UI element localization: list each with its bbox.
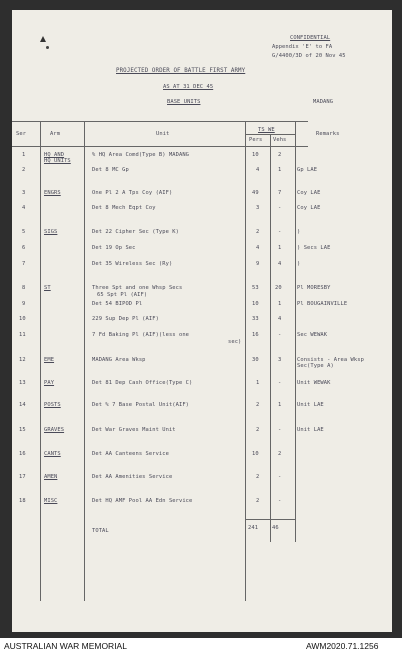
- row-ser: 1: [22, 152, 26, 158]
- row-remarks: ) Secs LAE: [297, 245, 331, 251]
- row-ser: 18: [19, 498, 26, 504]
- row-remarks: Gp LAE: [297, 167, 318, 173]
- row-vehs: -: [278, 474, 282, 480]
- row-arm: GRAVES: [44, 427, 65, 433]
- total-label: TOTAL: [92, 528, 109, 534]
- row-arm: ST: [44, 285, 51, 291]
- row-ser: 8: [22, 285, 26, 291]
- row-unit: Det 8 Mech Eqpt Coy: [92, 205, 156, 211]
- row-remarks: ): [297, 261, 301, 267]
- row-remarks: Pl MORESBY: [297, 285, 331, 291]
- row-unit-line2: 65 Spt Pl (AIF): [97, 292, 148, 298]
- row-pers: 2: [256, 402, 260, 408]
- row-arm: EME: [44, 357, 55, 363]
- row-pers: 33: [252, 316, 259, 322]
- row-remarks: Sec WEWAK: [297, 332, 328, 338]
- row-remarks: Pl BOUGAINVILLE: [297, 301, 348, 307]
- row-arm: ENGRS: [44, 190, 61, 196]
- row-pers: 3: [256, 205, 260, 211]
- row-ser: 6: [22, 245, 26, 251]
- col-unit-header: Unit: [156, 131, 170, 137]
- col-vehs-header: Vehs: [273, 137, 287, 143]
- archive-footer: [0, 638, 402, 653]
- row-unit: Det 22 Cipher Sec (Type K): [92, 229, 179, 235]
- col-tswe-header: TS WE: [258, 127, 275, 133]
- row-remarks-line2: Sec(Type A): [297, 363, 334, 369]
- row-remarks: ): [297, 229, 301, 235]
- archive-name: AUSTRALIAN WAR MEMORIAL: [4, 641, 127, 651]
- row-unit: Det 8 MC Gp: [92, 167, 129, 173]
- total-vehs: 46: [272, 525, 279, 531]
- row-ser: 10: [19, 316, 26, 322]
- row-remarks: Consists - Area Wksp: [297, 357, 364, 363]
- row-vehs: 7: [278, 190, 282, 196]
- row-arm: MISC: [44, 498, 58, 504]
- row-remarks: Unit WEWAK: [297, 380, 331, 386]
- row-ser: 12: [19, 357, 26, 363]
- as-at-date: AS AT 31 DEC 45: [163, 84, 214, 90]
- row-ser: 2: [22, 167, 26, 173]
- col-ser-header: Ser: [16, 131, 27, 137]
- row-vehs: -: [278, 498, 282, 504]
- row-unit: Det 19 Op Sec: [92, 245, 136, 251]
- punch-mark-icon: [40, 36, 46, 42]
- row-pers: 2: [256, 498, 260, 504]
- row-unit: MADANG Area Wksp: [92, 357, 146, 363]
- col-remarks-header: Remarks: [316, 131, 340, 137]
- row-pers: 2: [256, 427, 260, 433]
- row-pers: 10: [252, 152, 259, 158]
- area-label: MADANG: [313, 99, 334, 105]
- section-subtitle: BASE UNITS: [167, 99, 201, 105]
- reference-label: G/4400/3D of 20 Nov 45: [272, 53, 346, 59]
- row-vehs: 1: [278, 245, 282, 251]
- row-unit: One Pl 2 A Tps Coy (AIF): [92, 190, 173, 196]
- row-vehs: -: [278, 229, 282, 235]
- row-arm: SIGS: [44, 229, 58, 235]
- row-ser: 13: [19, 380, 26, 386]
- row-unit: Det HQ AMF Pool AA Edn Service: [92, 498, 193, 504]
- row-unit: % HQ Area Comd(Type B) MADANG: [92, 152, 190, 158]
- row-arm-line2: HQ UNITS: [44, 158, 71, 164]
- row-ser: 9: [22, 301, 26, 307]
- row-vehs: -: [278, 205, 282, 211]
- row-ser: 15: [19, 427, 26, 433]
- row-ser: 5: [22, 229, 26, 235]
- row-unit: Det AA Amenities Service: [92, 474, 173, 480]
- row-ser: 3: [22, 190, 26, 196]
- row-arm: POSTS: [44, 402, 61, 408]
- row-pers: 10: [252, 451, 259, 457]
- row-unit: Det 35 Wireless Sec (Ry): [92, 261, 173, 267]
- row-unit: Three Spt and one Whsp Secs: [92, 285, 183, 291]
- row-unit-line2: sec): [228, 339, 242, 345]
- row-vehs: 4: [278, 261, 282, 267]
- row-pers: 2: [256, 474, 260, 480]
- row-vehs: -: [278, 380, 282, 386]
- archive-accession: AWM2020.71.1256: [306, 641, 379, 651]
- row-arm: PAY: [44, 380, 55, 386]
- row-remarks: Unit LAE: [297, 427, 324, 433]
- row-vehs: 2: [278, 152, 282, 158]
- row-vehs: 3: [278, 357, 282, 363]
- row-remarks: Coy LAE: [297, 190, 321, 196]
- row-pers: 2: [256, 229, 260, 235]
- row-arm: CANTS: [44, 451, 61, 457]
- row-vehs: 4: [278, 316, 282, 322]
- col-arm-header: Arm: [50, 131, 61, 137]
- row-pers: 4: [256, 245, 260, 251]
- row-unit: Det 54 BIPOD Pl: [92, 301, 143, 307]
- row-unit: 229 Sup Dep Pl (AIF): [92, 316, 159, 322]
- row-pers: 53: [252, 285, 259, 291]
- col-pers-header: Pers: [249, 137, 263, 143]
- row-unit: 7 Fd Baking Pl (AIF)(less one: [92, 332, 190, 338]
- row-unit: Det War Graves Maint Unit: [92, 427, 176, 433]
- row-pers: 49: [252, 190, 259, 196]
- row-pers: 1: [256, 380, 260, 386]
- total-pers: 241: [248, 525, 259, 531]
- row-vehs: 1: [278, 402, 282, 408]
- row-remarks: Coy LAE: [297, 205, 321, 211]
- row-remarks: Unit LAE: [297, 402, 324, 408]
- row-pers: 4: [256, 167, 260, 173]
- confidential-label: CONFIDENTIAL: [290, 35, 331, 41]
- row-unit: Det 81 Dep Cash Office(Type C): [92, 380, 193, 386]
- row-pers: 16: [252, 332, 259, 338]
- row-ser: 14: [19, 402, 26, 408]
- row-ser: 11: [19, 332, 26, 338]
- document-title: PROJECTED ORDER OF BATTLE FIRST ARMY: [116, 68, 246, 74]
- row-ser: 4: [22, 205, 26, 211]
- row-arm: HQ AND: [44, 152, 65, 158]
- row-pers: 10: [252, 301, 259, 307]
- row-unit: Det % 7 Base Postal Unit(AIF): [92, 402, 190, 408]
- row-vehs: 2: [278, 451, 282, 457]
- row-unit: Det AA Canteens Service: [92, 451, 169, 457]
- appendix-label: Appendix 'E' to FA: [272, 44, 333, 50]
- document-page: [12, 10, 392, 632]
- row-vehs: 1: [278, 167, 282, 173]
- row-pers: 9: [256, 261, 260, 267]
- row-ser: 16: [19, 451, 26, 457]
- hole-dot-icon: [46, 46, 49, 49]
- row-vehs: -: [278, 332, 282, 338]
- row-ser: 17: [19, 474, 26, 480]
- row-vehs: 1: [278, 301, 282, 307]
- row-vehs: 20: [275, 285, 282, 291]
- row-arm: AMEN: [44, 474, 58, 480]
- row-ser: 7: [22, 261, 26, 267]
- row-pers: 30: [252, 357, 259, 363]
- row-vehs: -: [278, 427, 282, 433]
